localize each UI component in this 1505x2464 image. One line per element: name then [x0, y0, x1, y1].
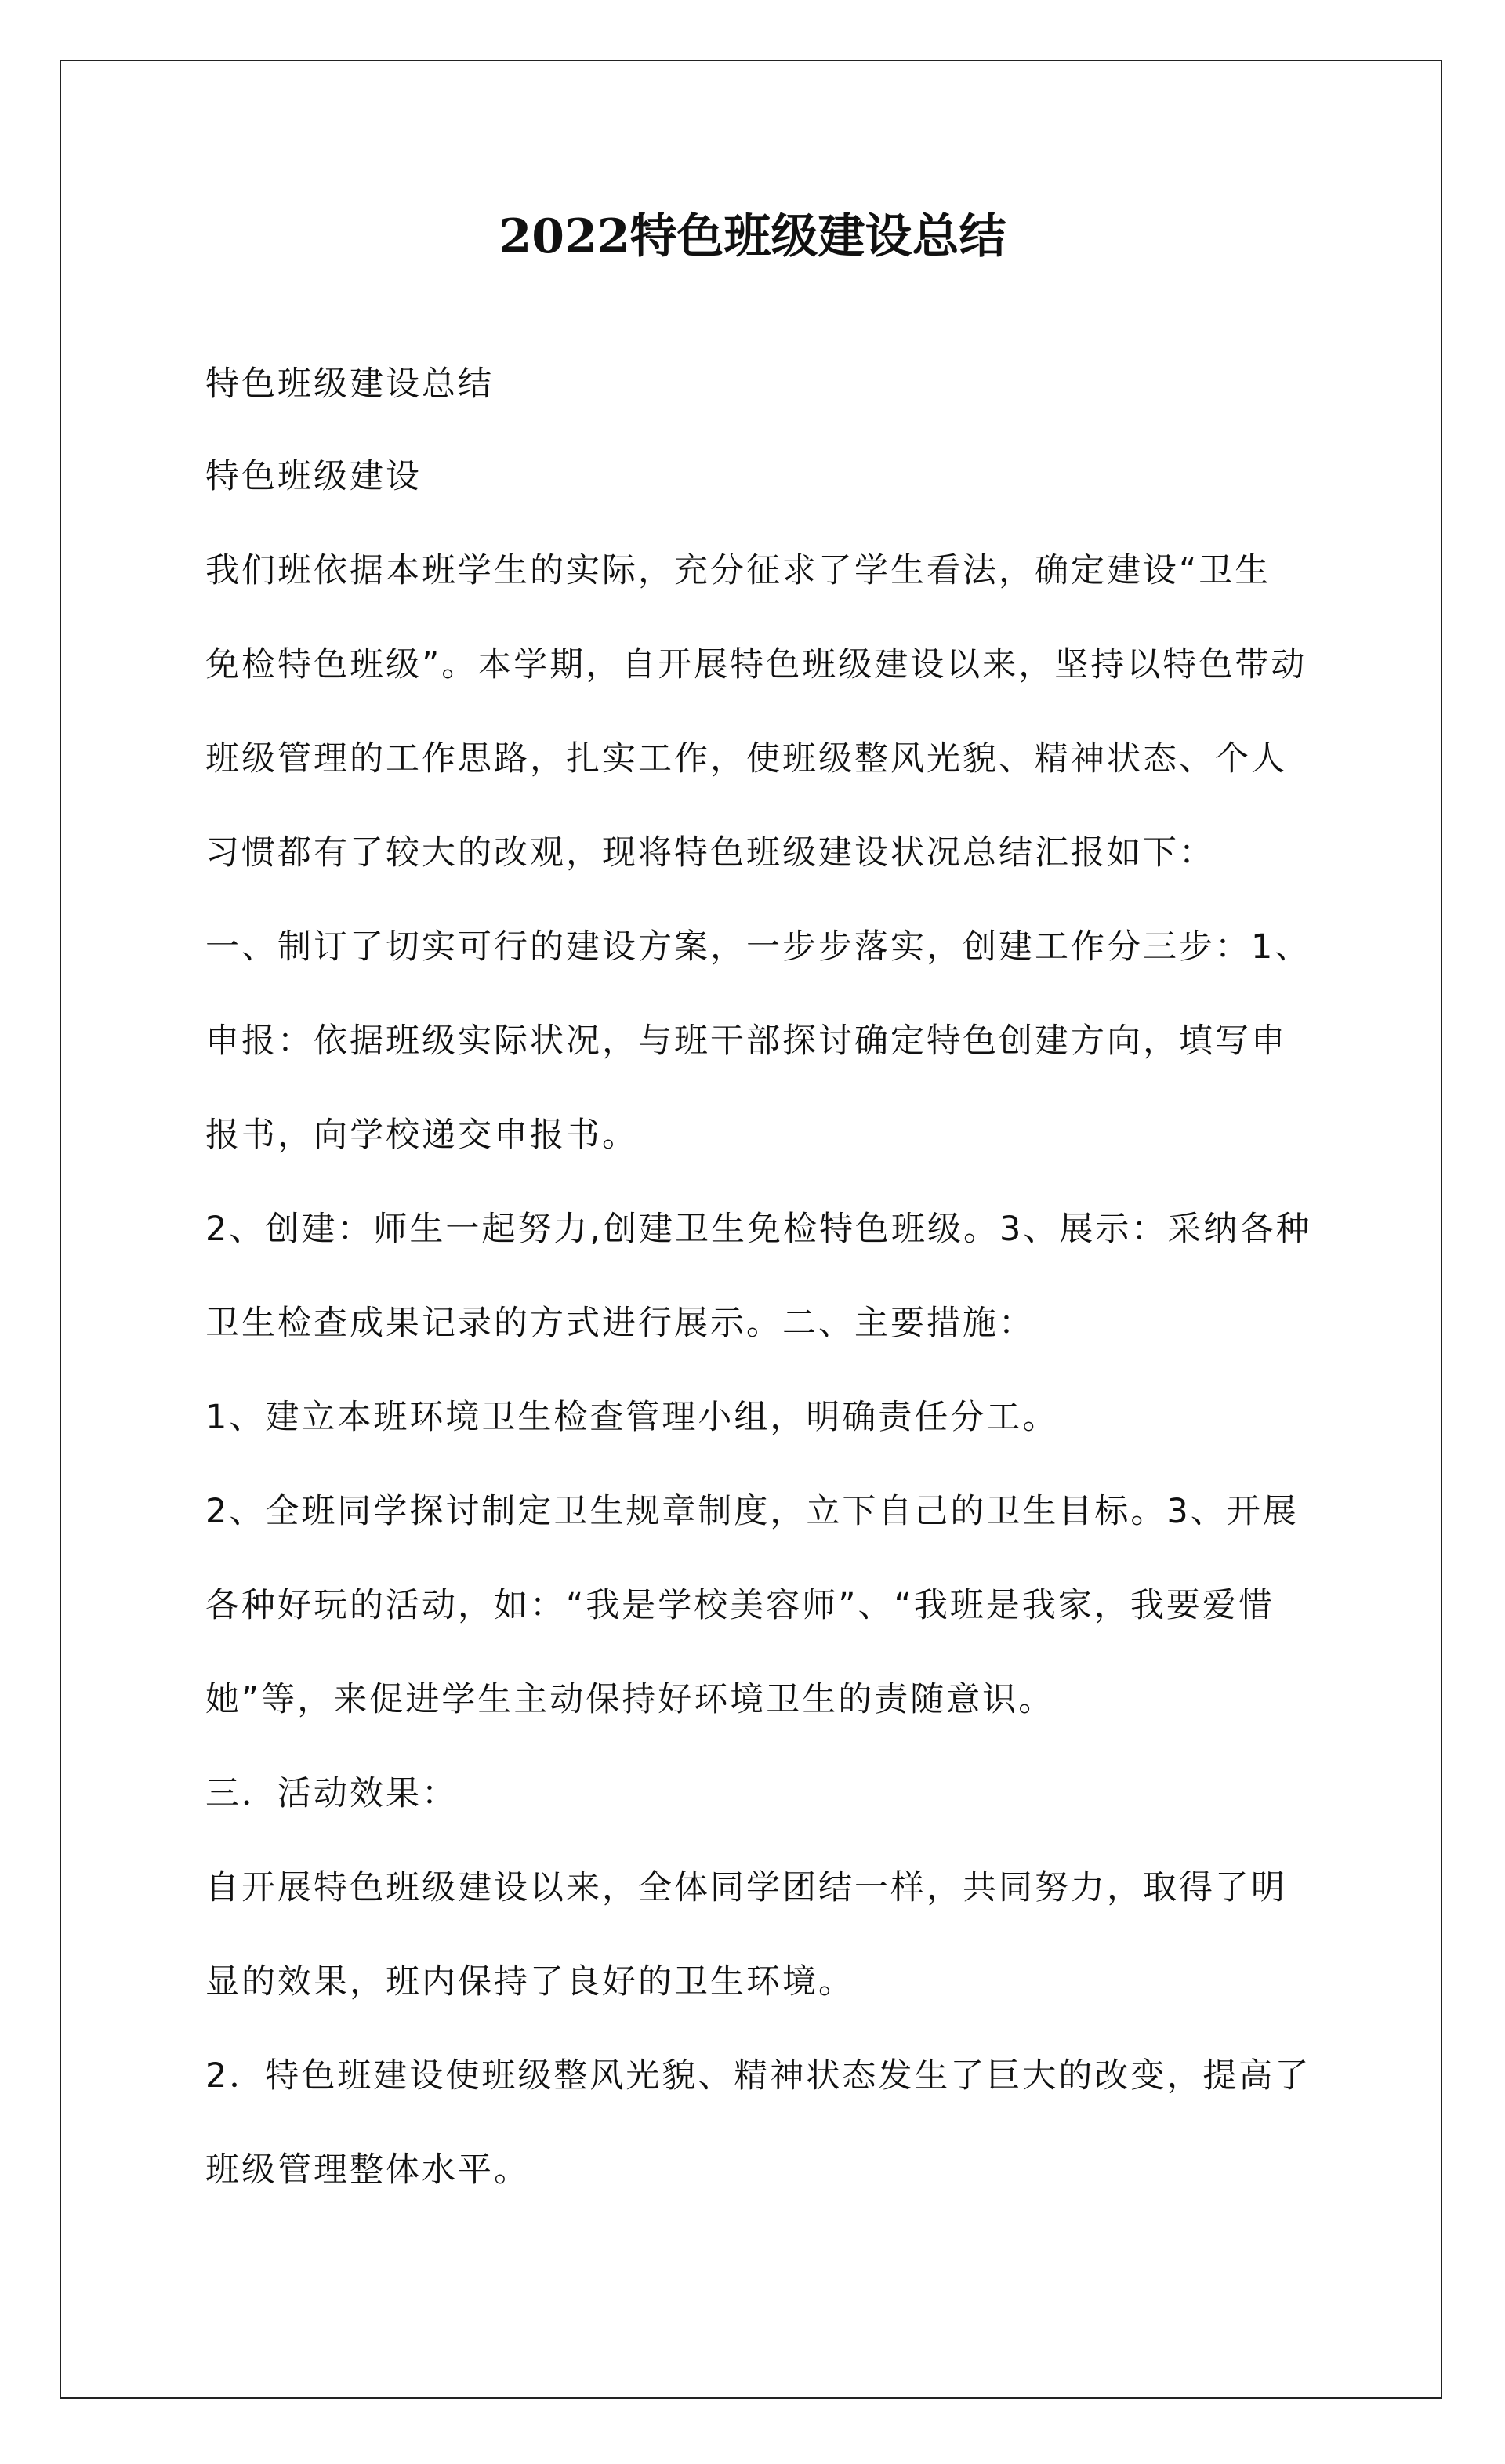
paragraph-line: 2、全班同学探讨制定卫生规章制度，立下自己的卫生目标。3、开展 [205, 1492, 1299, 1531]
subtitle-line: 特色班级建设总结 [205, 365, 494, 404]
section-heading: 特色班级建设 [205, 457, 422, 496]
document-title: 2022特色班级建设总结 [499, 209, 1006, 264]
paragraph-line: 班级管理的工作思路，扎实工作，使班级整风光貌、精神状态、个人 [205, 739, 1287, 778]
paragraph-line: 免检特色班级”。本学期，自开展特色班级建设以来，坚持以特色带动 [205, 645, 1307, 684]
paragraph-line: 报书，向学校递交申报书。 [205, 1116, 638, 1155]
section-heading: 三．活动效果： [205, 1774, 458, 1813]
paragraph-line: 2．特色班建设使班级整风光貌、精神状态发生了巨大的改变，提高了 [205, 2056, 1311, 2096]
paragraph-line: 一、制订了切实可行的建设方案，一步步落实，创建工作分三步：1、 [205, 927, 1311, 967]
paragraph-line: 1、建立本班环境卫生检查管理小组，明确责任分工。 [205, 1398, 1059, 1437]
paragraph-line: 显的效果，班内保持了良好的卫生环境。 [205, 1962, 854, 2001]
paragraph-line: 班级管理整体水平。 [205, 2150, 530, 2190]
paragraph-line: 我们班依据本班学生的实际，充分征求了学生看法，确定建设“卫生 [205, 551, 1271, 590]
paragraph-line: 她”等，来促进学生主动保持好环境卫生的责随意识。 [205, 1680, 1055, 1719]
paragraph-line: 各种好玩的活动，如：“我是学校美容师”、“我班是我家，我要爱惜 [205, 1586, 1275, 1625]
paragraph-line: 申报：依据班级实际状况，与班干部探讨确定特色创建方向，填写申 [205, 1022, 1287, 1061]
paragraph-line: 习惯都有了较大的改观，现将特色班级建设状况总结汇报如下： [205, 833, 1215, 873]
paragraph-line: 卫生检查成果记录的方式进行展示。二、主要措施： [205, 1304, 1035, 1343]
paragraph-line: 2、创建：师生一起努力,创建卫生免检特色班级。3、展示：采纳各种 [205, 1210, 1312, 1249]
paragraph-line: 自开展特色班级建设以来，全体同学团结一样，共同努力，取得了明 [205, 1868, 1287, 1907]
